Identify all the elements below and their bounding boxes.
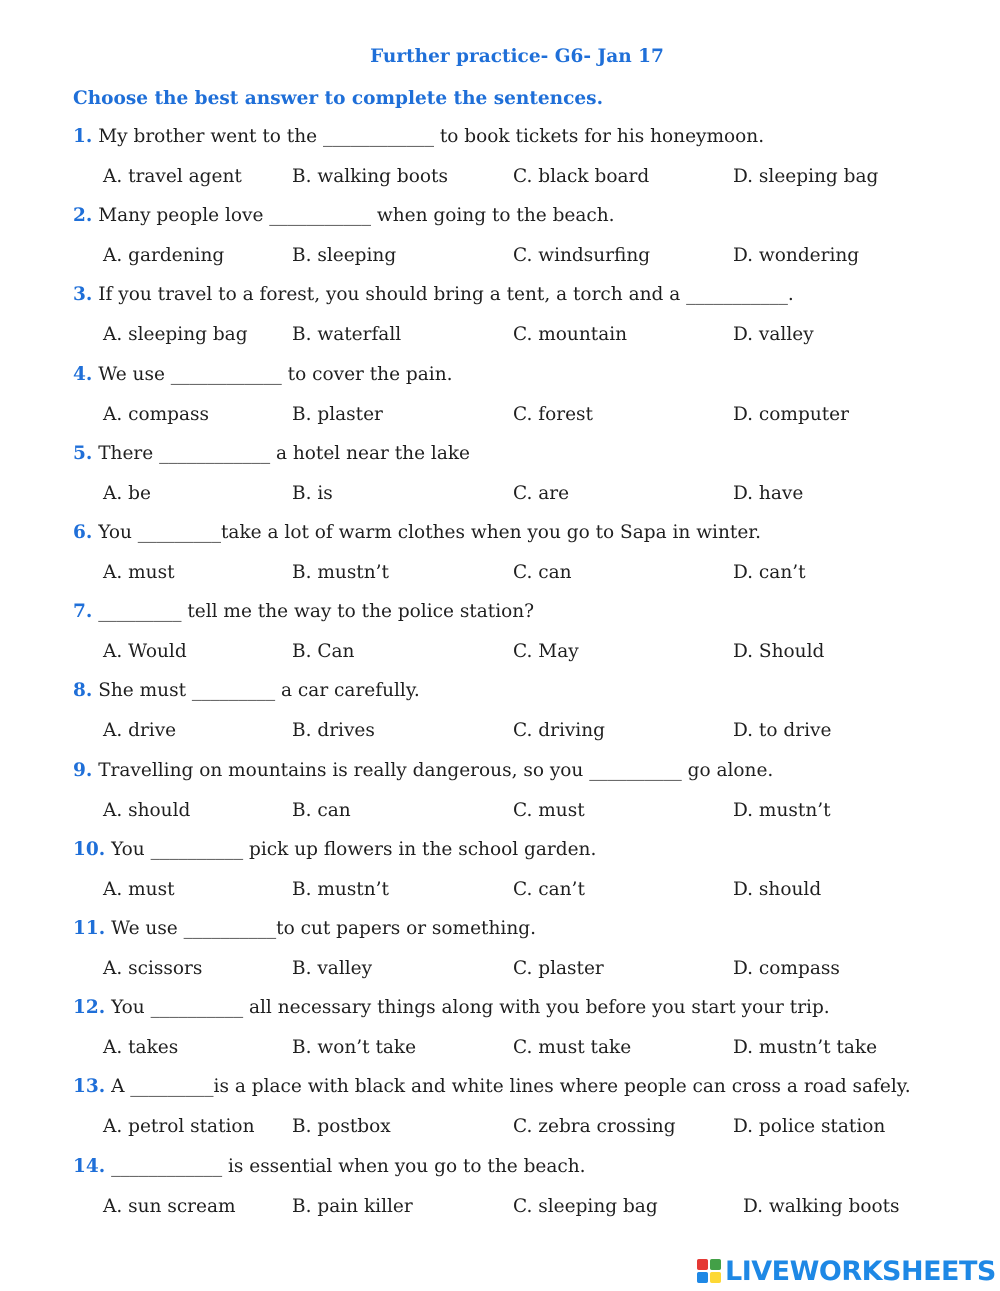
answer-option-c[interactable]: C. black board [513, 166, 650, 187]
question-stem [73, 205, 973, 227]
logo-block [710, 1259, 721, 1270]
question-number: 12. [73, 997, 106, 1019]
question-stem [73, 680, 973, 702]
answer-option-b[interactable]: B. waterfall [292, 324, 402, 346]
question-number: 7. [73, 601, 93, 623]
answer-options [73, 1037, 973, 1059]
answer-option-d[interactable]: D. wondering [733, 245, 860, 267]
question-text: A _________is a place with black and white lines where people can cross a road safely. [105, 1076, 911, 1098]
question-stem [73, 1076, 973, 1098]
question-8 [73, 680, 973, 742]
answer-option-d[interactable]: D. walking boots [743, 1195, 900, 1217]
question-stem [73, 364, 973, 386]
answer-option-a[interactable]: A. compass [103, 403, 210, 425]
question-6 [73, 522, 973, 584]
answer-options [73, 720, 973, 742]
question-text: Travelling on mountains is really dangerous, so you __________ go alone. [92, 759, 774, 781]
answer-option-d[interactable]: D. Should [733, 641, 825, 663]
question-10 [73, 839, 973, 901]
question-7 [73, 601, 973, 663]
answer-options [73, 1196, 973, 1218]
question-text: If you travel to a forest, you should bring a tent, a torch and a ___________. [92, 284, 794, 306]
answer-option-c[interactable]: C. must [513, 799, 585, 821]
question-number: 13. [73, 1076, 106, 1098]
answer-options [73, 1116, 973, 1138]
answer-option-c[interactable]: C. driving [513, 720, 605, 742]
answer-option-c[interactable]: C. plaster [513, 958, 604, 979]
answer-option-c[interactable]: C. must take [513, 1037, 632, 1059]
question-text: Many people love ___________ when going to the beach. [92, 205, 615, 227]
question-1 [73, 126, 973, 188]
answer-option-b[interactable]: B. Can [292, 641, 355, 663]
answer-option-b[interactable]: B. sleeping [292, 245, 397, 267]
answer-option-c[interactable]: C. mountain [513, 324, 628, 346]
logo-text: LIVEWORKSHEETS [725, 1255, 996, 1287]
answer-options [73, 641, 973, 663]
answer-option-c[interactable]: C. can [513, 562, 572, 583]
question-text: You _________take a lot of warm clothes when you go to Sapa in winter. [92, 522, 761, 543]
question-number: 6. [73, 522, 93, 543]
answer-option-c[interactable]: C. windsurfing [513, 245, 651, 267]
question-9 [73, 760, 973, 822]
answer-option-d[interactable]: D. computer [733, 403, 849, 425]
question-number: 8. [73, 680, 93, 702]
question-text: There ____________ a hotel near the lake [92, 442, 471, 464]
answer-option-c[interactable]: C. sleeping bag [513, 1195, 658, 1217]
question-text: You __________ pick up flowers in the school garden. [105, 838, 597, 860]
question-text: ____________ is essential when you go to the beach. [105, 1155, 586, 1177]
question-text: We use ____________ to cover the pain. [92, 363, 453, 385]
question-stem [73, 1156, 973, 1178]
question-text: My brother went to the ____________ to book tickets for his honeymoon. [92, 126, 765, 147]
answer-option-c[interactable]: C. zebra crossing [513, 1116, 676, 1138]
answer-option-b[interactable]: B. won’t take [292, 1037, 417, 1059]
question-number: 3. [73, 284, 93, 306]
answer-option-a[interactable]: A. travel agent [103, 166, 242, 187]
question-stem [73, 126, 973, 148]
question-4 [73, 364, 973, 426]
worksheet-title: Further practice- G6- Jan 17 [370, 46, 664, 67]
answer-option-b[interactable]: B. mustn’t [292, 562, 389, 583]
answer-option-a[interactable]: A. drive [103, 720, 177, 742]
question-number: 9. [73, 759, 93, 781]
answer-option-d[interactable]: D. can’t [733, 562, 806, 583]
answer-options [73, 958, 973, 980]
answer-option-a[interactable]: A. gardening [103, 245, 225, 267]
question-number: 1. [73, 126, 93, 147]
answer-option-b[interactable]: B. pain killer [292, 1195, 413, 1217]
logo-block [710, 1272, 721, 1283]
liveworksheets-logo[interactable] [697, 1256, 996, 1286]
question-12 [73, 997, 973, 1059]
question-5 [73, 443, 973, 505]
answer-options [73, 324, 973, 346]
answer-option-d[interactable]: D. police station [733, 1116, 886, 1138]
answer-option-c[interactable]: C. can’t [513, 878, 585, 900]
answer-option-d[interactable]: D. sleeping bag [733, 166, 879, 187]
answer-option-a[interactable]: A. sun scream [103, 1195, 236, 1217]
instructions: Choose the best answer to complete the sentences. [73, 88, 604, 109]
question-stem [73, 522, 973, 544]
question-number: 4. [73, 363, 93, 385]
answer-option-c[interactable]: C. May [513, 641, 579, 663]
answer-options [73, 166, 973, 188]
answer-option-b[interactable]: B. postbox [292, 1116, 391, 1138]
question-number: 10. [73, 838, 106, 860]
question-11 [73, 918, 973, 980]
question-stem [73, 760, 973, 782]
question-text: You __________ all necessary things along with you before you start your trip. [105, 997, 830, 1019]
answer-options [73, 800, 973, 822]
answer-option-b[interactable]: B. drives [292, 720, 375, 742]
question-13 [73, 1076, 973, 1138]
answer-option-a[interactable]: A. scissors [103, 958, 203, 979]
answer-options [73, 562, 973, 584]
answer-option-b[interactable]: B. can [292, 799, 351, 821]
answer-option-a[interactable]: A. be [103, 482, 151, 504]
answer-option-a[interactable]: A. should [103, 799, 191, 821]
answer-option-d[interactable]: D. to drive [733, 720, 832, 742]
answer-option-b[interactable]: B. valley [292, 958, 373, 979]
logo-block [697, 1259, 708, 1270]
answer-options [73, 879, 973, 901]
logo-block [697, 1272, 708, 1283]
question-number: 11. [73, 918, 106, 939]
answer-option-a[interactable]: A. petrol station [103, 1116, 255, 1138]
question-text: She must _________ a car carefully. [92, 680, 420, 702]
answer-option-d[interactable]: D. valley [733, 324, 814, 346]
question-2 [73, 205, 973, 267]
question-stem [73, 601, 973, 623]
answer-option-a[interactable]: A. takes [103, 1037, 179, 1059]
question-stem [73, 443, 973, 465]
question-stem [73, 918, 973, 940]
answer-option-a[interactable]: A. Would [103, 641, 187, 663]
answer-option-c[interactable]: C. forest [513, 403, 593, 425]
answer-option-b[interactable]: B. mustn’t [292, 878, 389, 900]
answer-option-a[interactable]: A. sleeping bag [103, 324, 248, 346]
answer-options [73, 404, 973, 426]
question-stem [73, 284, 973, 306]
answer-option-a[interactable]: A. must [103, 878, 175, 900]
question-text: We use __________to cut papers or something. [105, 918, 536, 939]
question-text: _________ tell me the way to the police station? [92, 601, 535, 623]
answer-options [73, 245, 973, 267]
answer-options [73, 483, 973, 505]
answer-option-d[interactable]: D. should [733, 878, 822, 900]
question-number: 2. [73, 205, 93, 227]
question-3 [73, 284, 973, 346]
question-number: 14. [73, 1155, 106, 1177]
answer-option-d[interactable]: D. have [733, 482, 804, 504]
answer-option-d[interactable]: D. compass [733, 958, 840, 979]
answer-option-d[interactable]: D. mustn’t [733, 799, 831, 821]
answer-option-c[interactable]: C. are [513, 482, 570, 504]
answer-option-b[interactable]: B. plaster [292, 403, 383, 425]
answer-option-d[interactable]: D. mustn’t take [733, 1037, 878, 1059]
answer-option-b[interactable]: B. walking boots [292, 166, 448, 187]
answer-option-a[interactable]: A. must [103, 562, 175, 583]
question-stem [73, 839, 973, 861]
logo-icon [697, 1259, 721, 1283]
question-number: 5. [73, 442, 93, 464]
answer-option-b[interactable]: B. is [292, 482, 333, 504]
question-stem [73, 997, 973, 1019]
question-14 [73, 1156, 973, 1218]
